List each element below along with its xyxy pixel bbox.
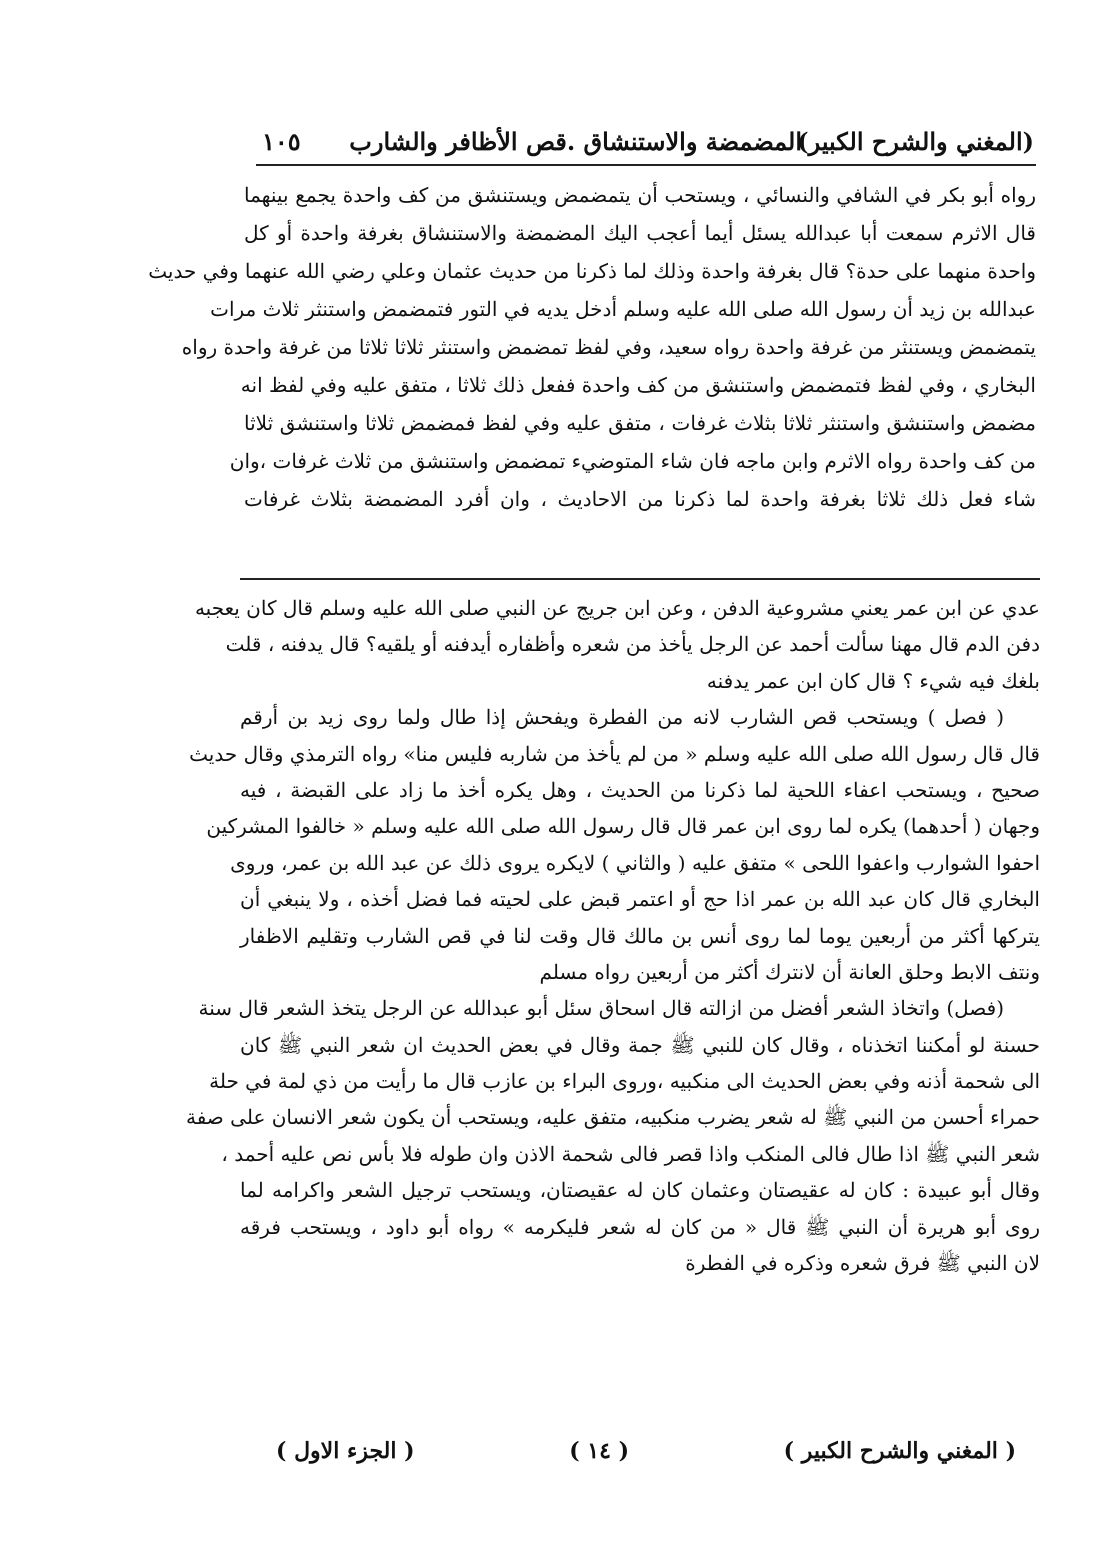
text-line: بلغك فيه شيء ؟ قال كان ابن عمر يدفنه <box>706 668 1040 693</box>
text-line: روى أبو هريرة أن النبي ﷺ قال « من كان له شعر فليكرمه » رواه أبو داود ، ويستحب فرقه <box>240 1214 1040 1239</box>
text-line: يتركها أكثر من أربعين يوما لما روى أنس بن مالك قال وقت لنا في قص الشارب وتقليم الاظفار <box>240 923 1040 948</box>
text-line: عبدالله بن زيد أن رسول الله صلى الله عليه وسلم أدخل يديه في التور فتمضمض واستنثر ثلاث مرات <box>210 297 1036 321</box>
page-footer <box>276 1428 1016 1474</box>
section-divider <box>240 578 1040 580</box>
text-line: واحدة منهما على حدة؟ قال بغرفة واحدة وذلك لما ذكرنا من حديث عثمان وعلي رضي الله عنهما وفي حديث <box>148 259 1036 283</box>
text-line: قال قال رسول الله صلى الله عليه وسلم « من لم يأخذ من شاربه فليس منا» رواه الترمذي وقال حديث <box>189 741 1040 766</box>
header-book-title: (المغني والشرح الكبير) <box>797 126 1034 156</box>
header-section-title: المضمضة والاستنشاق .قص الأظافر والشارب <box>349 126 802 156</box>
text-line: لان النبي ﷺ فرق شعره وذكره في الفطرة <box>685 1251 1040 1276</box>
text-line: احفوا الشوارب واعفوا اللحى » متفق عليه ( والثاني ) لايكره يروى ذلك عن عبد الله بن عمر، وروى <box>230 850 1040 875</box>
footer-book-title: ( المغني والشرح الكبير ) <box>783 1438 1016 1464</box>
text-line: وجهان ( أحدهما) يكره لما روى ابن عمر قال قال رسول الله صلى الله عليه وسلم « خالفوا المشركين <box>206 814 1040 839</box>
text-line: وقال أبو عبيدة : كان له عقيصتان وعثمان كان له عقيصتان، ويستحب ترجيل الشعر واكرامه لما <box>240 1178 1040 1203</box>
text-line: حسنة لو أمكننا اتخذناه ، وقال كان للنبي ﷺ جمة وقال في بعض الحديث ان شعر النبي ﷺ كان <box>240 1032 1040 1057</box>
text-line: ونتف الابط وحلق العانة أن لانترك أكثر من أربعين رواه مسلم <box>539 959 1040 984</box>
text-line: (فصل) واتخاذ الشعر أفضل من ازالته قال اسحاق سئل أبو عبدالله عن الرجل يتخذ الشعر قال سنة <box>198 996 1004 1021</box>
text-line: حمراء أحسن من النبي ﷺ له شعر يضرب منكبيه، متفق عليه، ويستحب أن يكون شعر الانسان على صفة <box>185 1105 1040 1130</box>
main-text-block <box>148 176 1036 518</box>
header-divider <box>256 164 1036 166</box>
text-line: رواه أبو بكر في الشافي والنسائي ، ويستحب أن يتمضمض ويستنشق من كف واحدة يجمع بينهما <box>244 183 1036 207</box>
running-header <box>262 118 1034 164</box>
text-line: قال الاثرم سمعت أبا عبدالله يسئل أيما أعجب اليك المضمضة والاستنشاق بغرفة واحدة أو كل <box>244 221 1036 245</box>
commentary-text-block <box>185 590 1040 1281</box>
text-line: البخاري ، وفي لفظ فتمضمض واستنشق من كف واحدة ففعل ذلك ثلاثا ، متفق عليه وفي لفظ انه <box>240 373 1036 397</box>
text-line: من كف واحدة رواه الاثرم وابن ماجه فان شاء المتوضيء تمضمض واستنشق من ثلاث غرفات ،وان <box>229 449 1036 473</box>
footer-volume: ( الجزء الاول ) <box>276 1438 415 1464</box>
text-line: يتمضمض ويستنثر من غرفة واحدة رواه سعيد، وفي لفظ تمضمض واستنثر ثلاثا ثلاثا من غرفة واحدة رواه <box>181 335 1036 359</box>
text-line: صحيح ، ويستحب اعفاء اللحية لما ذكرنا من الحديث ، وهل يكره أخذ ما زاد على القبضة ، فيه <box>240 777 1040 802</box>
text-line: ( فصل ) ويستحب قص الشارب لانه من الفطرة ويفحش إذا طال ولما روى زيد بن أرقم <box>240 705 1004 730</box>
footer-sheet-number: ( ١٤ ) <box>569 1438 629 1464</box>
text-line: البخاري قال كان عبد الله بن عمر اذا حج أو اعتمر قبض على لحيته فما فضل أخذه ، ولا ينبغي أن <box>240 887 1040 912</box>
text-line: دفن الدم قال مهنا سألت أحمد عن الرجل يأخذ من شعره وأظفاره أيدفنه أو يلقيه؟ قال يدفنه ، قلت <box>225 632 1040 657</box>
text-line: الى شحمة أذنه وفي بعض الحديث الى منكبيه ،وروى البراء بن عازب قال ما رأيت من ذي لمة في حلة <box>209 1069 1040 1094</box>
text-line: شاء فعل ذلك ثلاثا بغرفة واحدة لما ذكرنا من الاحاديث ، وان أفرد المضمضة بثلاث غرفات <box>244 487 1036 511</box>
text-line: شعر النبي ﷺ اذا طال فالى المنكب واذا قصر فالى شحمة الاذن وان طوله فلا بأس نص عليه أحمد ، <box>221 1141 1040 1166</box>
text-line: عدي عن ابن عمر يعني مشروعية الدفن ، وعن ابن جريج عن النبي صلى الله عليه وسلم قال كان يعجبه <box>194 596 1040 620</box>
page-number: ١٠٥ <box>262 126 301 156</box>
text-line: مضمض واستنشق واستنثر ثلاثا بثلاث غرفات ، متفق عليه وفي لفظ فمضمض ثلاثا واستنشق ثلاثا <box>244 411 1036 435</box>
